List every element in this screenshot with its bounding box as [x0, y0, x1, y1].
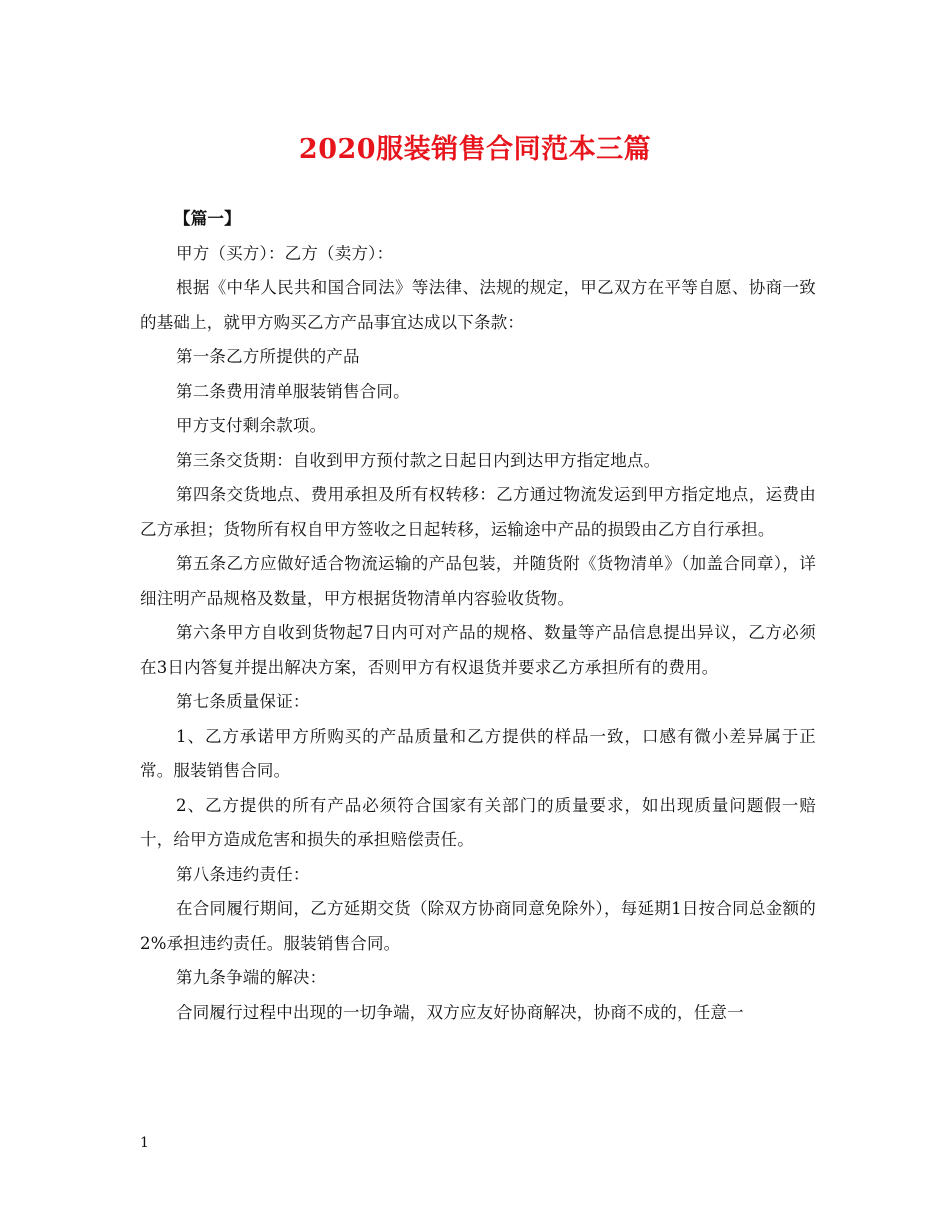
clause-7-item-1: 1、乙方承诺甲方所购买的产品质量和乙方提供的样品一致，口感有微小差异属于正常。服装销售合同。	[140, 726, 816, 780]
clause-1: 第一条乙方所提供的产品	[176, 347, 360, 366]
preamble-paragraph: 根据《中华人民共和国合同法》等法律、法规的规定，甲乙双方在平等自愿、协商一致的基础上，就甲方购买乙方产品事宜达成以下条款：	[140, 278, 816, 332]
clause-9-detail: 合同履行过程中出现的一切争端，双方应友好协商解决，协商不成的，任意一	[176, 1002, 744, 1022]
clause-6: 第六条甲方自收到货物起7日内可对产品的规格、数量等产品信息提出异议，乙方必须在3日内答复并提出解决方案，否则甲方有权退货并要求乙方承担所有的费用。	[140, 623, 816, 677]
document-body	[140, 202, 816, 1030]
clause-8: 第八条违约责任：	[176, 864, 310, 884]
clause-9: 第九条争端的解决：	[176, 968, 327, 987]
section-heading: 【篇一】	[174, 209, 241, 228]
clause-5: 第五条乙方应做好适合物流运输的产品包装，并随货附《货物清单》（加盖合同章），详细注明产品规格及数量，甲方根据货物清单内容验收货物。	[140, 554, 816, 608]
parties-line: 甲方（买方）：乙方（卖方）：	[176, 243, 394, 263]
clause-7: 第七条质量保证：	[176, 692, 310, 711]
clause-2: 第二条费用清单服装销售合同。	[176, 381, 410, 401]
clause-4: 第四条交货地点、费用承担及所有权转移：乙方通过物流发运到甲方指定地点，运费由乙方承担；货物所有权自甲方签收之日起转移，运输途中产品的损毁由乙方自行承担。	[140, 485, 816, 539]
document-title: 2020服装销售合同范本三篇	[298, 134, 652, 165]
clause-2-detail: 甲方支付剩余款项。	[176, 416, 327, 435]
clause-3: 第三条交货期：自收到甲方预付款之日起日内到达甲方指定地点。	[176, 450, 661, 470]
page-number: 1	[140, 1135, 149, 1151]
clause-8-detail: 在合同履行期间，乙方延期交货（除双方协商同意免除外），每延期1日按合同总金额的2%承担违约责任。服装销售合同。	[140, 899, 816, 953]
clause-7-item-2: 2、乙方提供的所有产品必须符合国家有关部门的质量要求，如出现质量问题假一赔十，给甲方造成危害和损失的承担赔偿责任。	[140, 795, 816, 849]
